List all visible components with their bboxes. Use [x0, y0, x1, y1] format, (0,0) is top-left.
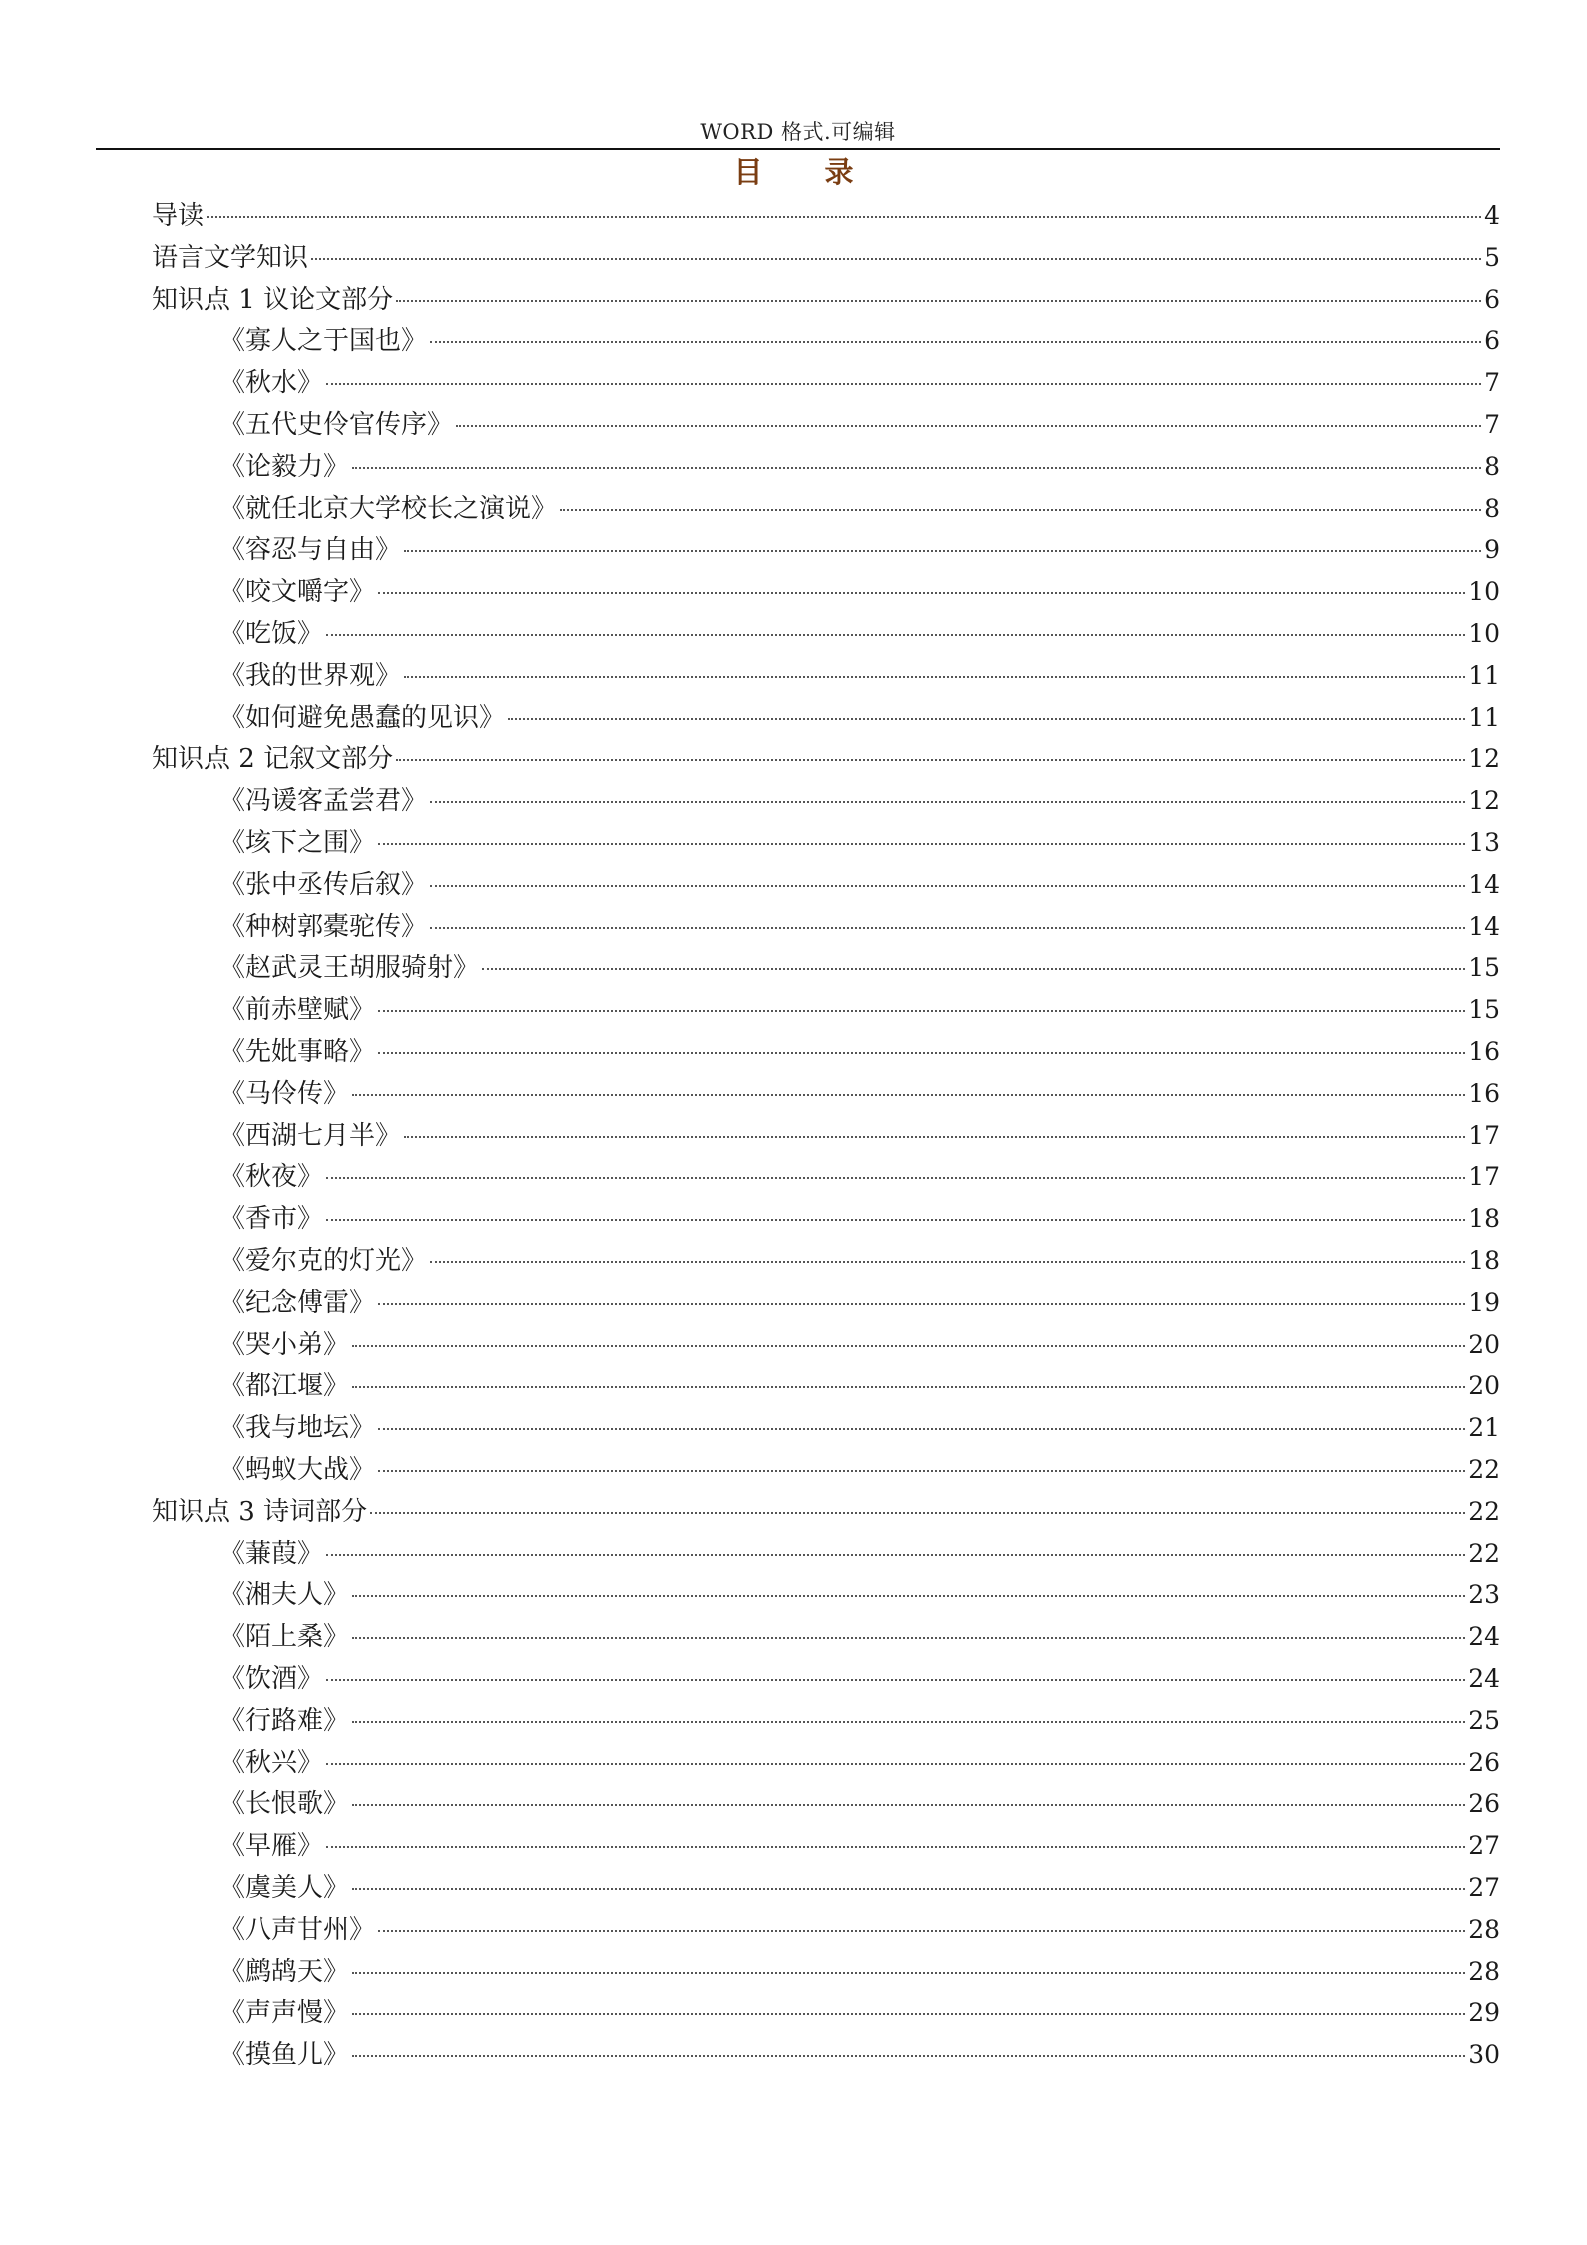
dot-leader — [352, 1804, 1465, 1806]
dot-leader — [430, 801, 1465, 803]
toc-page-number: 24 — [1468, 1664, 1500, 1693]
toc-entry[interactable] — [219, 864, 1500, 906]
toc-entry-label: 《蒹葭》 — [219, 1538, 324, 1569]
toc-entry-label: 《容忍与自由》 — [219, 535, 402, 566]
toc-section-entry[interactable] — [152, 237, 1500, 279]
toc-entry[interactable] — [219, 1658, 1500, 1700]
toc-entry-label: 《八声甘州》 — [219, 1914, 376, 1945]
toc-page-number: 14 — [1468, 911, 1500, 941]
toc-entry[interactable] — [219, 362, 1500, 404]
toc-entry-label: 《行路难》 — [219, 1705, 350, 1736]
dot-leader — [508, 718, 1465, 720]
toc-page-number: 25 — [1468, 1705, 1500, 1735]
toc-entry-label: 《都江堰》 — [219, 1371, 350, 1402]
toc-page-number: 5 — [1484, 242, 1500, 272]
toc-entry[interactable] — [219, 488, 1500, 530]
toc-section-entry[interactable] — [152, 738, 1500, 780]
dot-leader — [370, 1512, 1465, 1514]
toc-entry-label: 《前赤壁赋》 — [219, 995, 376, 1026]
dot-leader — [326, 1554, 1465, 1556]
toc-page-number: 16 — [1468, 1078, 1500, 1108]
toc-entry-label: 《咬文嚼字》 — [219, 577, 376, 608]
toc-entry-label: 《赵武灵王胡服骑射》 — [219, 953, 480, 984]
toc-page-number: 20 — [1468, 1371, 1500, 1401]
toc-entry[interactable] — [219, 1825, 1500, 1867]
dot-leader — [404, 550, 1481, 552]
toc-entry[interactable] — [219, 404, 1500, 446]
toc-page-number: 7 — [1484, 410, 1500, 439]
toc-page-number: 26 — [1468, 1789, 1500, 1819]
toc-page-number: 16 — [1468, 1037, 1500, 1066]
page-header — [96, 114, 1500, 150]
toc-entry[interactable] — [219, 1324, 1500, 1366]
toc-entry-label: 《长恨歌》 — [219, 1789, 350, 1820]
toc-entry-label: 知识点 2 记叙文部分 — [152, 744, 394, 775]
toc-page-number: 11 — [1468, 702, 1500, 732]
toc-page-number: 22 — [1468, 1496, 1500, 1526]
toc-entry-label: 《爱尔克的灯光》 — [219, 1246, 428, 1276]
toc-page-number: 6 — [1484, 326, 1500, 356]
dot-leader — [207, 216, 1481, 218]
toc-entry-label: 《陌上桑》 — [219, 1622, 350, 1653]
toc-entry-label: 《蚂蚁大战》 — [219, 1455, 376, 1485]
toc-entry[interactable] — [219, 2034, 1500, 2076]
dot-leader — [378, 1930, 1465, 1932]
toc-entry[interactable] — [219, 1156, 1500, 1198]
toc-page-number: 13 — [1468, 828, 1500, 857]
toc-entry-label: 《秋夜》 — [219, 1162, 324, 1193]
toc-entry-label: 《先妣事略》 — [219, 1037, 376, 1067]
toc-entry[interactable] — [219, 655, 1500, 697]
toc-entry-label: 《冯谖客孟尝君》 — [219, 786, 428, 817]
toc-page-number: 15 — [1468, 995, 1500, 1025]
toc-page-number: 4 — [1484, 201, 1500, 230]
toc-page-number: 21 — [1468, 1413, 1500, 1443]
toc-entry[interactable] — [219, 1365, 1500, 1407]
dot-leader — [378, 1010, 1465, 1012]
header-text: WORD 格式.可编辑 — [700, 120, 896, 144]
toc-page-number: 10 — [1468, 619, 1500, 648]
toc-page-number: 30 — [1468, 2040, 1500, 2070]
dot-leader — [456, 425, 1481, 427]
toc-entry-label: 《虞美人》 — [219, 1873, 350, 1903]
toc-entry-label: 《香市》 — [219, 1204, 324, 1235]
toc-entry-label: 《秋兴》 — [219, 1747, 324, 1778]
dot-leader — [482, 968, 1465, 970]
toc-page-number: 22 — [1468, 1538, 1500, 1568]
toc-section-entry[interactable] — [152, 1491, 1500, 1533]
toc-entry[interactable] — [219, 697, 1500, 739]
dot-leader — [378, 1052, 1465, 1054]
toc-entry[interactable] — [219, 1783, 1500, 1825]
toc-entry-label: 《吃饭》 — [219, 619, 324, 649]
toc-entry[interactable] — [219, 1198, 1500, 1240]
dot-leader — [352, 1721, 1465, 1723]
toc-entry-label: 《饮酒》 — [219, 1664, 324, 1694]
toc-page-number: 9 — [1484, 535, 1500, 565]
toc-entry[interactable] — [219, 1616, 1500, 1658]
toc-entry[interactable] — [219, 947, 1500, 989]
toc-entry[interactable] — [219, 1951, 1500, 1993]
toc-page-number: 29 — [1468, 1998, 1500, 2028]
toc-page-number: 12 — [1468, 786, 1500, 816]
toc-entry[interactable] — [219, 613, 1500, 655]
toc-entry-label: 《寡人之于国也》 — [219, 326, 428, 357]
toc-page-number: 7 — [1484, 368, 1500, 398]
toc-page-number: 20 — [1468, 1329, 1500, 1359]
toc-entry[interactable] — [219, 1867, 1500, 1909]
toc-page-number: 6 — [1484, 284, 1500, 314]
toc-entry-label: 《张中丞传后叙》 — [219, 869, 428, 900]
toc-entry[interactable] — [219, 1115, 1500, 1157]
toc-entry[interactable] — [219, 571, 1500, 613]
dot-leader — [352, 1637, 1465, 1639]
toc-entry-label: 《种树郭橐驼传》 — [219, 911, 428, 942]
toc-entry-label: 《五代史伶官传序》 — [219, 410, 454, 440]
dot-leader — [352, 1595, 1465, 1597]
toc-page-number: 26 — [1468, 1747, 1500, 1777]
toc-page-number: 11 — [1468, 660, 1500, 690]
toc-entry[interactable] — [219, 1073, 1500, 1115]
toc-entry-label: 《纪念傅雷》 — [219, 1287, 376, 1318]
toc-page-number: 14 — [1468, 869, 1500, 899]
toc-section-entry[interactable] — [152, 195, 1500, 237]
dot-leader — [430, 927, 1465, 929]
toc-entry[interactable] — [219, 320, 1500, 362]
dot-leader — [352, 1386, 1465, 1388]
toc-entry-label: 导读 — [152, 201, 205, 231]
toc-entry[interactable] — [219, 1574, 1500, 1616]
dot-leader — [378, 1470, 1465, 1472]
toc-entry[interactable] — [219, 1407, 1500, 1449]
toc-entry-label: 《我的世界观》 — [219, 660, 402, 691]
toc-entry-label: 知识点 1 议论文部分 — [152, 284, 394, 315]
toc-page-number: 22 — [1468, 1455, 1500, 1484]
dot-leader — [404, 676, 1465, 678]
toc-entry-label: 《摸鱼儿》 — [219, 2040, 350, 2071]
dot-leader — [430, 1261, 1465, 1263]
toc-page-number: 8 — [1484, 493, 1500, 523]
toc-entry-label: 《论毅力》 — [219, 451, 350, 482]
toc-page-number: 10 — [1468, 577, 1500, 607]
toc-entry[interactable] — [219, 1449, 1500, 1491]
dot-leader — [326, 1846, 1465, 1848]
toc-page-number: 23 — [1468, 1580, 1500, 1610]
toc-page-number: 27 — [1468, 1873, 1500, 1902]
dot-leader — [326, 1219, 1465, 1221]
toc-entry-label: 《声声慢》 — [219, 1998, 350, 2029]
toc-entry[interactable] — [219, 1909, 1500, 1951]
toc-page-number: 24 — [1468, 1622, 1500, 1652]
toc-page-number: 28 — [1468, 1914, 1500, 1944]
dot-leader — [378, 1428, 1465, 1430]
toc-page-number: 8 — [1484, 451, 1500, 481]
toc-entry-label: 《垓下之围》 — [219, 828, 376, 858]
dot-leader — [352, 2013, 1465, 2015]
dot-leader — [396, 759, 1465, 761]
toc-page-number: 12 — [1468, 744, 1500, 774]
toc-entry[interactable] — [219, 529, 1500, 571]
toc-page-number: 17 — [1468, 1162, 1500, 1192]
toc-page-number: 15 — [1468, 953, 1500, 983]
toc-entry[interactable] — [219, 780, 1500, 822]
toc-entry-label: 《鹧鸪天》 — [219, 1956, 350, 1987]
toc-entry-label: 《秋水》 — [219, 368, 324, 399]
dot-leader — [326, 1763, 1465, 1765]
toc-entry-label: 《湘夫人》 — [219, 1580, 350, 1611]
toc-entry-label: 《马伶传》 — [219, 1078, 350, 1109]
toc-page-number: 19 — [1468, 1287, 1500, 1317]
toc-entry[interactable] — [219, 1282, 1500, 1324]
dot-leader — [352, 467, 1481, 469]
toc-entry-label: 知识点 3 诗词部分 — [152, 1496, 368, 1527]
toc-page-number: 18 — [1468, 1204, 1500, 1234]
toc-entry-label: 《如何避免愚蠢的见识》 — [219, 702, 506, 733]
toc-entry[interactable] — [219, 1533, 1500, 1575]
dot-leader — [352, 1888, 1465, 1890]
toc-page-number: 27 — [1468, 1831, 1500, 1861]
toc-entry-label: 《早雁》 — [219, 1831, 324, 1862]
dot-leader — [430, 341, 1481, 343]
toc-page-number: 17 — [1468, 1120, 1500, 1150]
toc-entry[interactable] — [219, 1742, 1500, 1784]
toc-entry-label: 《西湖七月半》 — [219, 1120, 402, 1151]
dot-leader — [326, 1679, 1465, 1681]
dot-leader — [352, 1345, 1465, 1347]
dot-leader — [430, 885, 1465, 887]
toc-page-number: 18 — [1468, 1246, 1500, 1275]
toc-entry[interactable] — [219, 1240, 1500, 1282]
dot-leader — [352, 1972, 1465, 1974]
dot-leader — [404, 1136, 1465, 1138]
toc-entry[interactable] — [219, 1992, 1500, 2034]
toc-title: 目 录 — [733, 155, 880, 189]
dot-leader — [352, 1094, 1465, 1096]
dot-leader — [378, 592, 1465, 594]
dot-leader — [326, 1177, 1465, 1179]
dot-leader — [326, 634, 1465, 636]
toc-entry-label: 语言文学知识 — [152, 242, 309, 273]
toc-entry[interactable] — [219, 1700, 1500, 1742]
dot-leader — [378, 843, 1465, 845]
dot-leader — [378, 1303, 1465, 1305]
toc-entry[interactable] — [219, 989, 1500, 1031]
toc-entry-label: 《就任北京大学校长之演说》 — [219, 493, 558, 524]
dot-leader — [396, 300, 1481, 302]
toc-entry[interactable] — [219, 446, 1500, 488]
toc-entry-label: 《哭小弟》 — [219, 1329, 350, 1360]
dot-leader — [352, 2055, 1465, 2057]
dot-leader — [326, 383, 1481, 385]
toc-entry[interactable] — [219, 1031, 1500, 1073]
toc-entry-label: 《我与地坛》 — [219, 1413, 376, 1444]
toc-entry[interactable] — [219, 906, 1500, 948]
dot-leader — [560, 509, 1481, 511]
toc-entry[interactable] — [219, 822, 1500, 864]
dot-leader — [311, 258, 1481, 260]
toc-section-entry[interactable] — [152, 279, 1500, 321]
toc-page-number: 28 — [1468, 1956, 1500, 1986]
